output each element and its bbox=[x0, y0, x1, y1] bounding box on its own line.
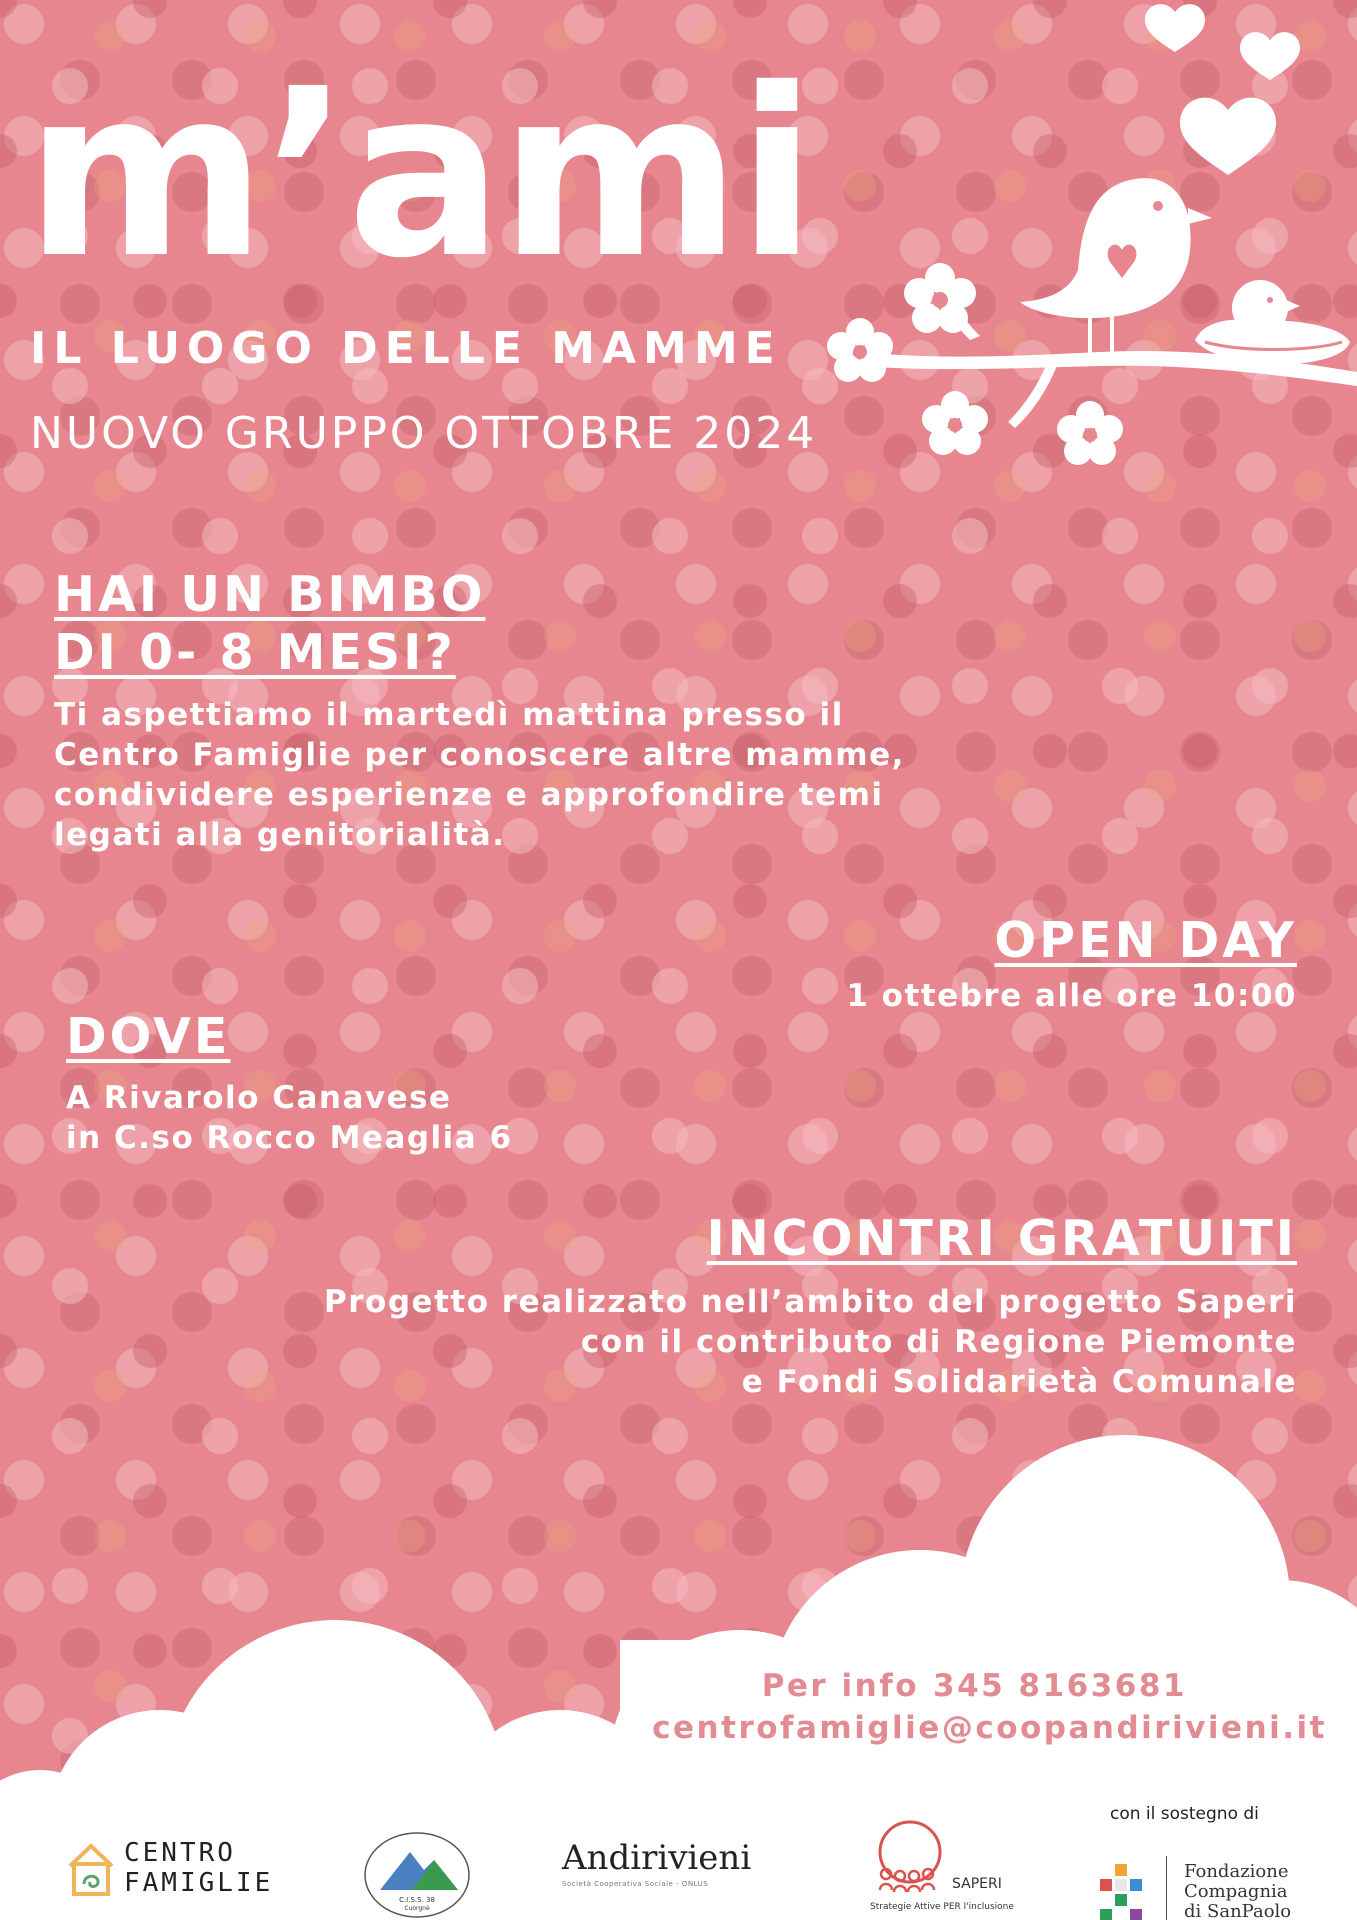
where-heading: DOVE bbox=[66, 1008, 231, 1065]
intro-line: legati alla genitorialità. bbox=[54, 817, 506, 853]
saperi-logo bbox=[870, 1816, 1014, 1912]
logo-text: Andirivieni bbox=[562, 1838, 752, 1878]
address-line: in C.so Rocco Meaglia 6 bbox=[66, 1120, 513, 1156]
intro-line: Ti aspettiamo il martedì mattina presso il bbox=[54, 697, 844, 733]
logo-text: Fondazione bbox=[1184, 1861, 1289, 1882]
address-line: A Rivarolo Canavese bbox=[66, 1080, 452, 1116]
sponsor-lead-text: con il sostegno di bbox=[1110, 1804, 1259, 1824]
partner-logos bbox=[0, 1780, 1357, 1920]
logo-subtext: Società Cooperativa Sociale - ONLUS bbox=[562, 1880, 709, 1888]
logo-text: C.I.S.S. 38 bbox=[399, 1896, 435, 1904]
intro-line: condividere esperienze e approfondire temi bbox=[54, 777, 884, 813]
project-line: Progetto realizzato nell’ambito del progetto Saperi bbox=[324, 1284, 1297, 1320]
divider bbox=[1166, 1856, 1167, 1920]
open-day-text: 1 ottebre alle ore 10:00 bbox=[846, 978, 1297, 1014]
andirivieni-logo bbox=[562, 1838, 751, 1888]
info-line bbox=[652, 1668, 1187, 1704]
logo-text: FAMIGLIE bbox=[124, 1868, 274, 1898]
logo-text: CENTRO bbox=[124, 1838, 236, 1868]
centro-famiglie-logo bbox=[66, 1838, 274, 1902]
mosaic-icon bbox=[1100, 1864, 1150, 1920]
group-announcement: NUOVO GRUPPO OTTOBRE 2024 bbox=[30, 408, 818, 459]
project-line: e Fondi Solidarietà Comunale bbox=[741, 1364, 1297, 1400]
logo-text: SAPERI bbox=[952, 1876, 1002, 1892]
fondazione-logo bbox=[1098, 1804, 1318, 1920]
contact-info bbox=[652, 1668, 1327, 1746]
info-label: Per info bbox=[761, 1668, 919, 1704]
people-circle-icon bbox=[870, 1816, 950, 1896]
intro-line: Centro Famiglie per conoscere altre mamme, bbox=[54, 737, 905, 773]
question-line: HAI UN BIMBO bbox=[54, 566, 486, 623]
ciss-logo bbox=[362, 1830, 472, 1920]
question-line: DI 0- 8 MESI? bbox=[54, 624, 456, 681]
logo-text: di SanPaolo bbox=[1184, 1901, 1292, 1920]
poster-title: m’ami bbox=[25, 39, 813, 309]
house-icon bbox=[66, 1838, 116, 1898]
logo-text: Cuorgnè bbox=[404, 1905, 430, 1912]
project-line: con il contributo di Regione Piemonte bbox=[580, 1324, 1297, 1360]
mountain-icon bbox=[362, 1830, 472, 1920]
poster-subtitle: IL LUOGO DELLE MAMME bbox=[30, 323, 782, 374]
open-day-heading: OPEN DAY bbox=[994, 912, 1297, 969]
logo-text: Compagnia bbox=[1184, 1881, 1288, 1902]
logo-subtext: Strategie Attive PER l'inclusione bbox=[870, 1902, 1014, 1912]
free-meetings-heading: INCONTRI GRATUITI bbox=[706, 1210, 1297, 1267]
email-link[interactable]: centrofamiglie@coopandirivieni.it bbox=[652, 1710, 1327, 1746]
phone-number[interactable]: 345 8163681 bbox=[933, 1668, 1187, 1704]
